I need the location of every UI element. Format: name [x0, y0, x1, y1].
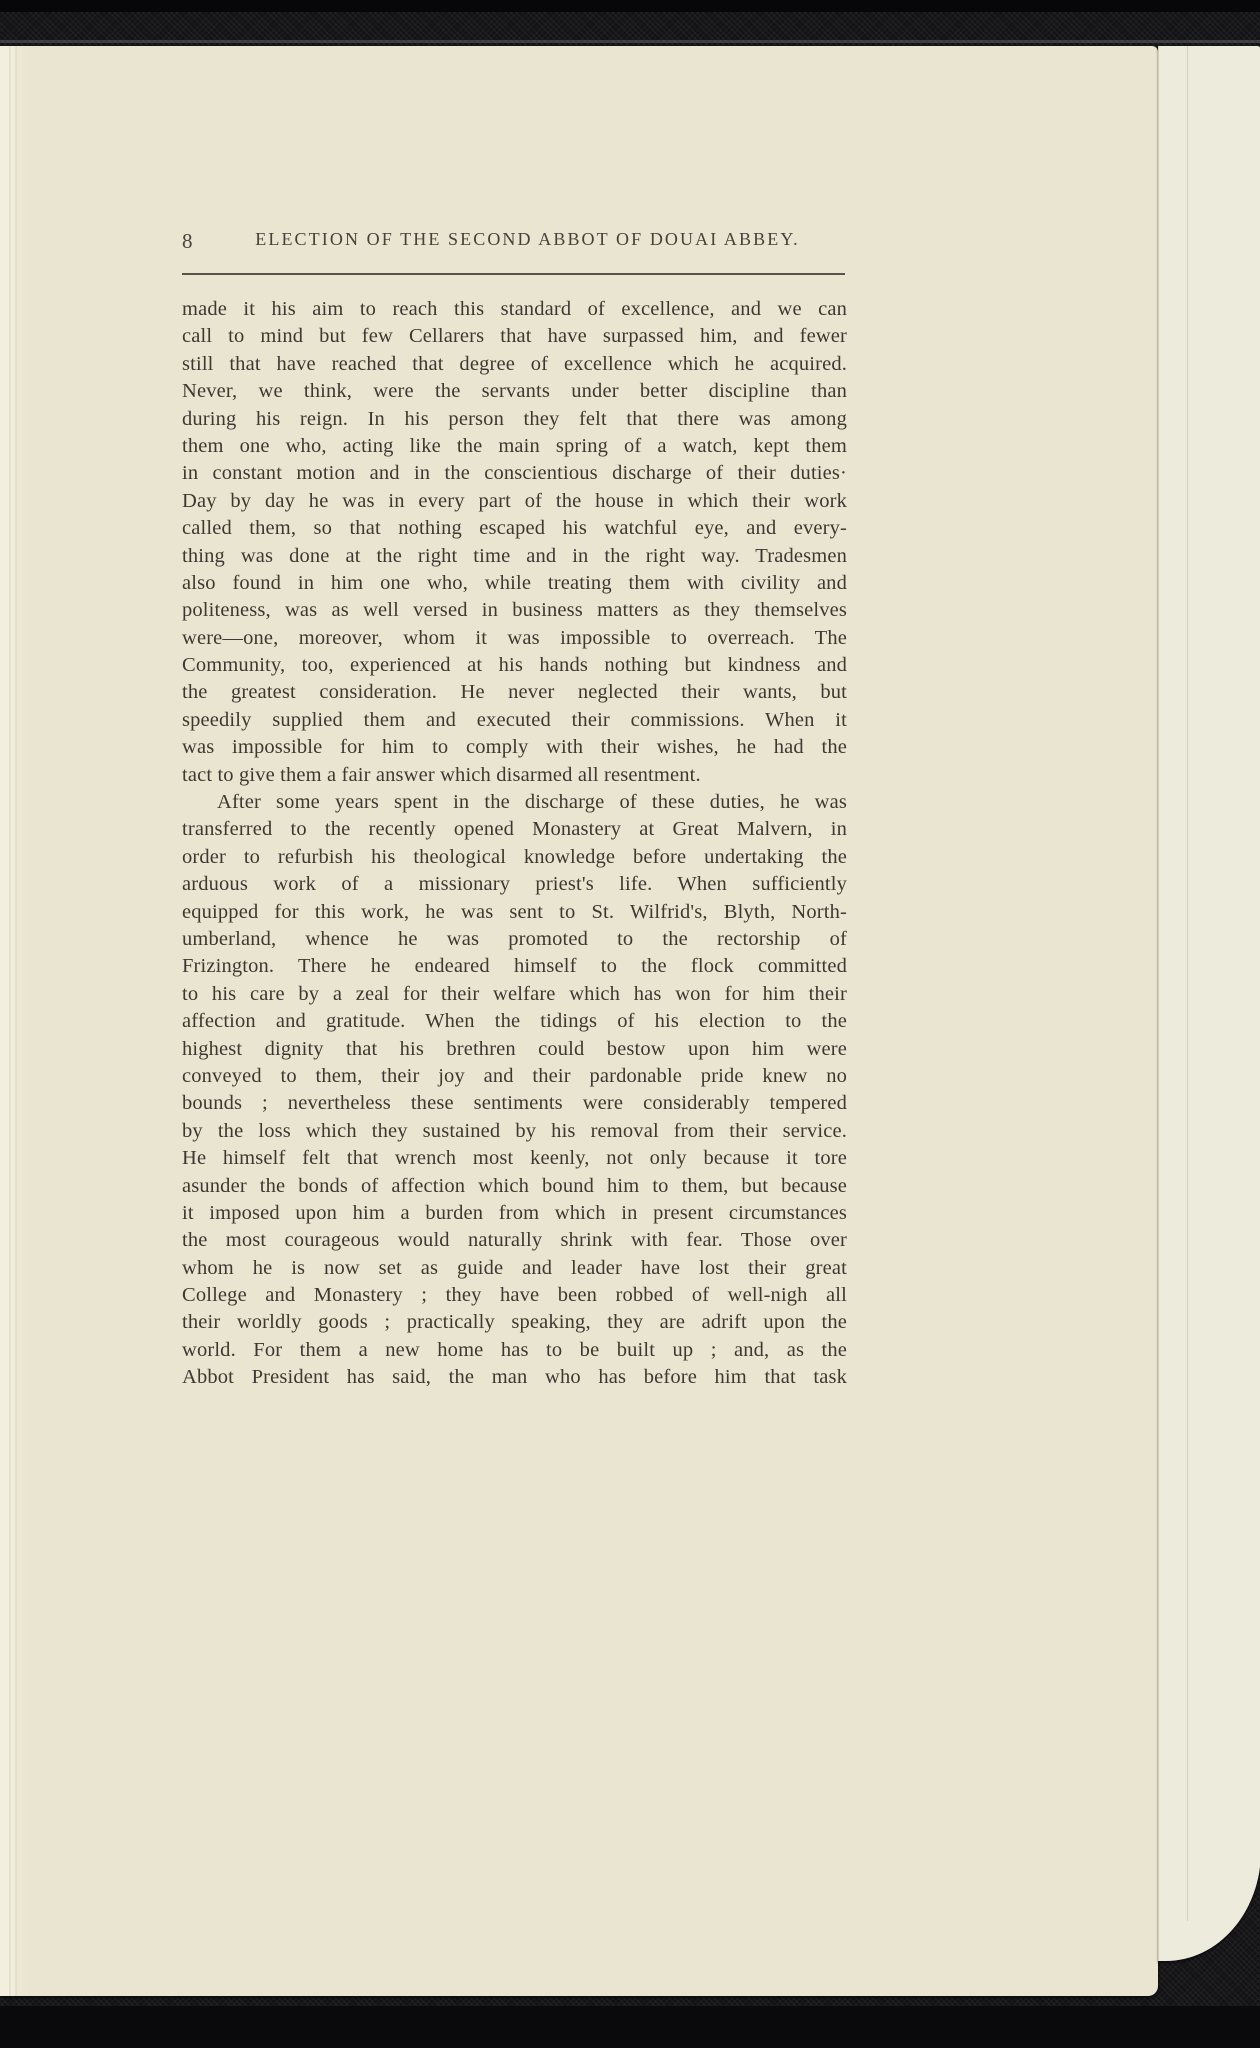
- text-line: were—one, moreover, whom it was impossible to overreach. The: [182, 626, 847, 649]
- text-line: affection and gratitude. When the tidings of his election to the: [182, 1010, 847, 1033]
- text-line: bounds ; nevertheless these sentiments were considerably tempered: [182, 1092, 847, 1115]
- page-content: [182, 92, 847, 1992]
- text-line: during his reign. In his person they felt that there was among: [182, 407, 847, 430]
- text-line: highest dignity that his brethren could bestow upon him were: [182, 1037, 847, 1060]
- text-line: it imposed upon him a burden from which in present circumstances: [182, 1201, 847, 1224]
- text-line: the most courageous would naturally shrink with fear. Those over: [182, 1229, 847, 1252]
- text-line: politeness, was as well versed in business matters as they themselves: [182, 599, 847, 622]
- text-line: still that have reached that degree of excellence which he acquired.: [182, 352, 847, 375]
- page-surface: [0, 46, 1158, 1996]
- text-line: Never, we think, were the servants under better discipline than: [182, 380, 847, 403]
- book-cover-top-edge: [0, 0, 1260, 12]
- header-rule: [182, 273, 845, 275]
- text-line: He himself felt that wrench most keenly, not only because it tore: [182, 1147, 847, 1170]
- text-line: Abbot President has said, the man who has before him that task: [182, 1366, 847, 1389]
- text-line: speedily supplied them and executed their commissions. When it: [182, 708, 847, 731]
- text-line: tact to give them a fair answer which disarmed all resentment.: [182, 763, 701, 786]
- page-number: 8: [182, 229, 193, 253]
- text-line: arduous work of a missionary priest's life. When sufficiently: [182, 873, 847, 896]
- body-text: [182, 296, 847, 1392]
- running-title: ELECTION OF THE SECOND ABBOT OF DOUAI ABBEY.: [255, 229, 800, 249]
- running-header: [182, 229, 847, 255]
- text-line: the greatest consideration. He never neglected their wants, but: [182, 681, 847, 704]
- page-fore-edge: [1158, 46, 1260, 1961]
- text-line: made it his aim to reach this standard of excellence, and we can: [182, 298, 847, 320]
- cover-cloth-highlight: [0, 40, 1260, 43]
- text-line: transferred to the recently opened Monastery at Great Malvern, in: [182, 818, 847, 841]
- text-line: After some years spent in the discharge of these duties, he was: [217, 791, 847, 814]
- text-line: conveyed to them, their joy and their pardonable pride knew no: [182, 1064, 847, 1087]
- text-line: in constant motion and in the conscientious discharge of their duties·: [182, 462, 847, 485]
- text-line: also found in him one who, while treating them with civility and: [182, 571, 847, 594]
- text-line: asunder the bonds of affection which bound him to them, but because: [182, 1174, 847, 1197]
- book-cover-bottom-edge: [0, 2006, 1260, 2048]
- text-line: them one who, acting like the main spring of a watch, kept them: [182, 434, 847, 457]
- text-line: Community, too, experienced at his hands nothing but kindness and: [182, 654, 847, 677]
- text-line: umberland, whence he was promoted to the rectorship of: [182, 927, 847, 950]
- text-line: call to mind but few Cellarers that have surpassed him, and fewer: [182, 325, 847, 348]
- text-line: called them, so that nothing escaped his watchful eye, and every-: [182, 517, 847, 540]
- text-line: whom he is now set as guide and leader have lost their great: [182, 1256, 847, 1279]
- text-line: Frizington. There he endeared himself to the flock committed: [182, 955, 847, 978]
- text-line: thing was done at the right time and in the right way. Tradesmen: [182, 544, 847, 567]
- text-line: world. For them a new home has to be built up ; and, as the: [182, 1338, 847, 1361]
- text-line: order to refurbish his theological knowledge before undertaking the: [182, 845, 847, 868]
- text-line: equipped for this work, he was sent to St. Wilfrid's, Blyth, North-: [182, 900, 847, 923]
- text-line: was impossible for him to comply with their wishes, he had the: [182, 736, 847, 759]
- text-line: their worldly goods ; practically speaking, they are adrift upon the: [182, 1311, 847, 1334]
- text-line: Day by day he was in every part of the house in which their work: [182, 489, 847, 512]
- text-line: College and Monastery ; they have been robbed of well-nigh all: [182, 1284, 847, 1307]
- text-line: to his care by a zeal for their welfare which has won for him their: [182, 982, 847, 1005]
- text-line: by the loss which they sustained by his removal from their service.: [182, 1119, 847, 1142]
